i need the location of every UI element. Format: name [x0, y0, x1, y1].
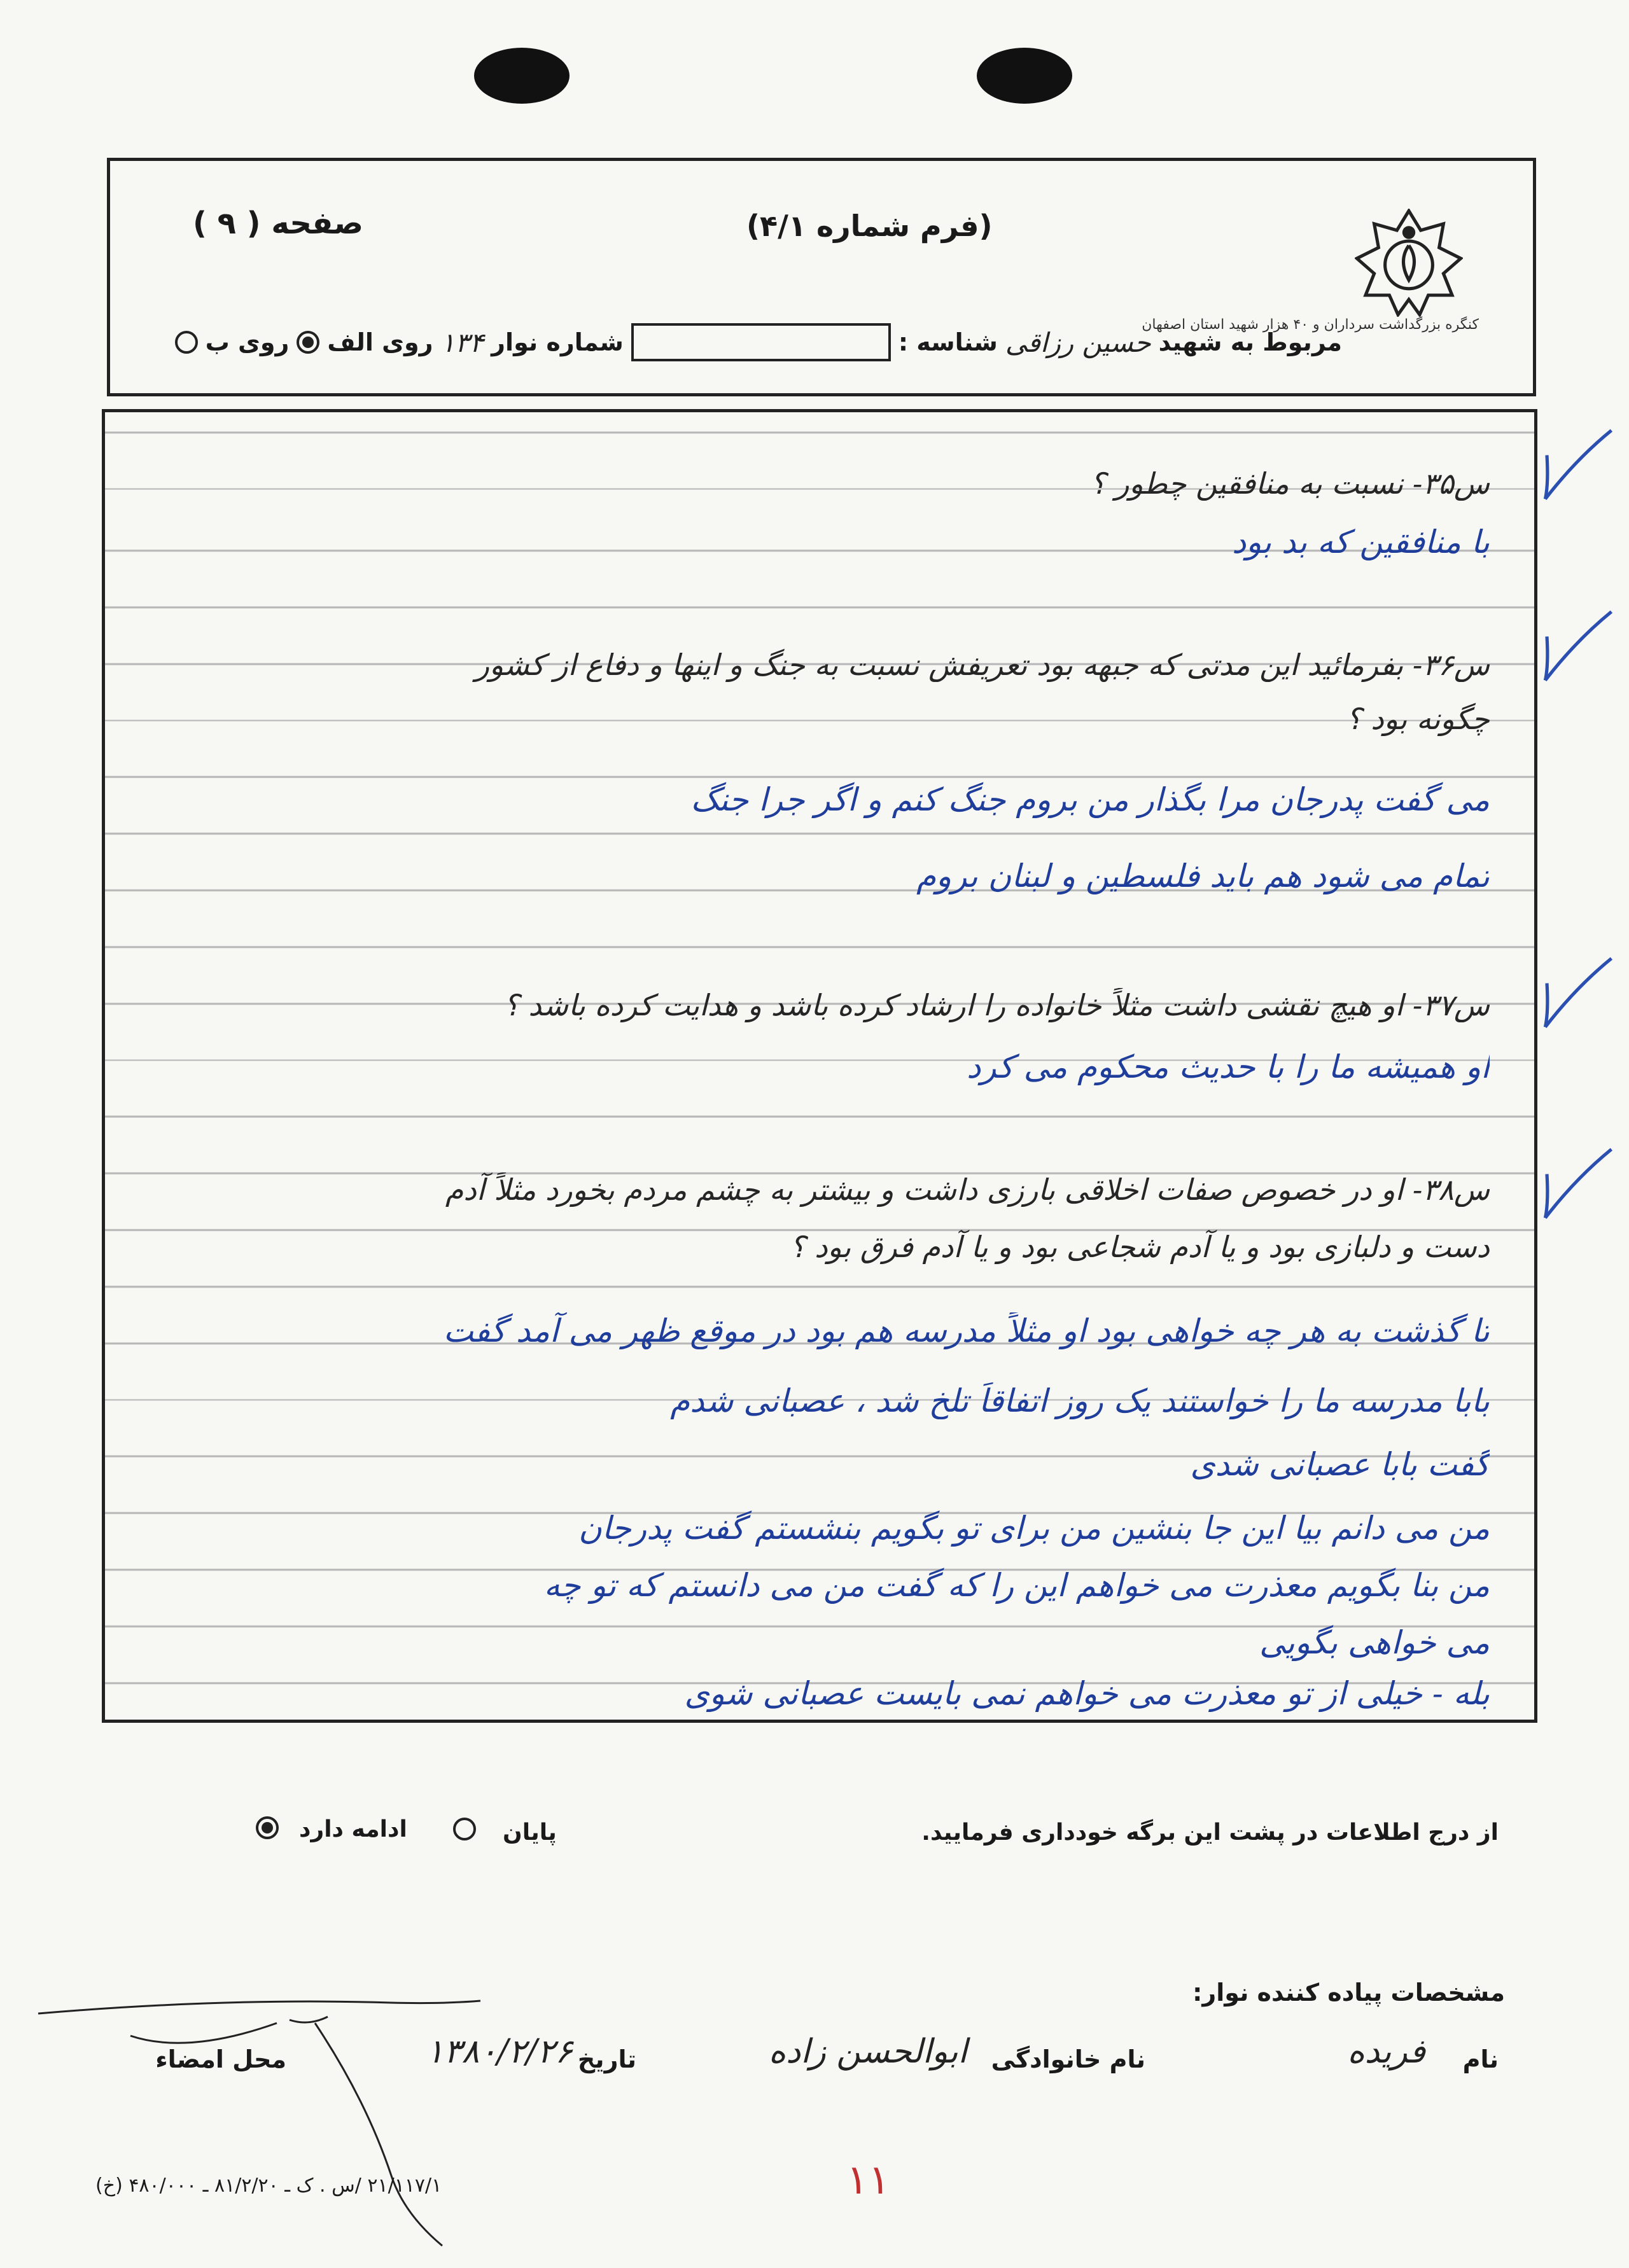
family-name-label: نام خانوادگی — [991, 2045, 1145, 2073]
back-side-notice: از درج اطلاعات در پشت این برگه خودداری فرمایید. — [921, 1819, 1499, 1846]
id-label: شناسه : — [898, 328, 998, 356]
answer-35: با منافقین که بد بود — [1232, 524, 1490, 560]
question-38-line-2: دست و دلبازی بود و یا آدم شجاعی بود و یا آدم فرق بود ؟ — [790, 1230, 1490, 1264]
martyr-name: حسین رزاقی — [1005, 326, 1151, 358]
record-info-row — [139, 323, 1342, 361]
organization-name: کنگره بزرگداشت سرداران و ۴۰ هزار شهید استان اصفهان — [1142, 317, 1479, 333]
answer-38-line-2: بابا مدرسه ما را خواستند یک روز اتفاقاً تلخ شد ، عصبانی شدم — [670, 1382, 1490, 1419]
form-header — [107, 158, 1536, 396]
punch-hole — [977, 48, 1072, 104]
side-b-label: روی ب — [205, 328, 290, 356]
answer-38-line-5: من بنا بگویم معذرت می خواهم این را که گفت من می دانستم که تو چه — [543, 1567, 1490, 1604]
continues-label: ادامه دارد — [299, 1816, 407, 1842]
date-value: ۱۳۸۰/۲/۲۶ — [426, 2033, 573, 2071]
page-number: صفحه ( ۹ ) — [193, 205, 363, 241]
question-38-line-1: س۳۸- او در خصوص صفات اخلاقی بارزی داشت و بیشتر به چشم مردم بخورد مثلاً آدم — [445, 1172, 1490, 1207]
question-36-line-1: س۳۶- بفرمائید این مدتی که جبهه بود تعریفش نسبت به جنگ و اینها و دفاع از کشور — [475, 648, 1490, 682]
continues-radio[interactable] — [256, 1816, 279, 1839]
checkmark-icon — [1530, 954, 1613, 1037]
answer-38-line-4: من می دانم بیا این جا بنشین من برای تو بگویم بنشستم گفت پدرجان — [578, 1510, 1490, 1547]
related-martyr-label: مربوط به شهید — [1158, 328, 1342, 356]
side-a-radio[interactable] — [297, 331, 319, 354]
answer-36-line-2: تمام می شود هم باید فلسطین و لبنان بروم — [916, 858, 1490, 894]
question-36-line-2: چگونه بود ؟ — [1346, 702, 1490, 736]
tape-number: ۱۳۴ — [440, 326, 484, 358]
end-radio[interactable] — [453, 1818, 476, 1840]
end-label: پایان — [503, 1819, 557, 1846]
transcriber-title: مشخصات پیاده کننده نوار: — [1192, 1979, 1505, 2007]
tape-number-label: شماره نوار — [491, 328, 624, 356]
side-a-label: روی الف — [327, 328, 433, 356]
checkmark-icon — [1530, 608, 1613, 690]
name-label: نام — [1462, 2045, 1499, 2073]
answer-37: او همیشه ما را با حدیث محکوم می کرد — [967, 1048, 1490, 1085]
transcript-area — [102, 409, 1537, 1723]
question-37: س۳۷- او هیچ نقشی داشت مثلاً خانواده را ارشاد کرده باشد و هدایت کرده باشد ؟ — [503, 988, 1490, 1022]
form-number: (فرم شماره ۴/۱) — [746, 209, 993, 243]
date-label: تاریخ — [577, 2045, 636, 2073]
print-code: ۲۱/۱۱۷/۱ /س . ک ـ ۸۱/۲/۲۰ ـ ۴۸۰/۰۰۰ (خ) — [95, 2174, 442, 2197]
question-35: س۳۵- نسبت به منافقین چطور ؟ — [1090, 466, 1490, 501]
name-value: فریده — [1347, 2033, 1425, 2071]
answer-38-line-1: تا گذشت به هر چه خواهی بود او مثلاً مدرسه هم بود در موقع ظهر می آمد گفت — [443, 1312, 1490, 1349]
family-name-value: ابوالحسن زاده — [768, 2033, 967, 2071]
id-field[interactable] — [631, 323, 891, 361]
signature-label: محل امضاء — [155, 2045, 286, 2073]
answer-36-line-1: می گفت پدرجان مرا بگذار من بروم جنگ کنم و اگر جرا جنگ — [690, 781, 1490, 818]
page-count: ۱۱ — [846, 2157, 890, 2204]
answer-38-line-7: بله - خیلی از تو معذرت می خواهم نمی بایست عصبانی شوی — [684, 1675, 1490, 1712]
checkmark-icon — [1530, 1145, 1613, 1228]
signature — [35, 1985, 493, 2252]
answer-38-line-3: گفت بابا عصبانی شدی — [1190, 1446, 1490, 1483]
checkmark-icon — [1530, 426, 1613, 509]
punch-hole — [474, 48, 570, 104]
organization-logo-icon — [1355, 209, 1463, 317]
side-b-radio[interactable] — [175, 331, 198, 354]
answer-38-line-6: می خواهی بگویی — [1259, 1624, 1490, 1661]
